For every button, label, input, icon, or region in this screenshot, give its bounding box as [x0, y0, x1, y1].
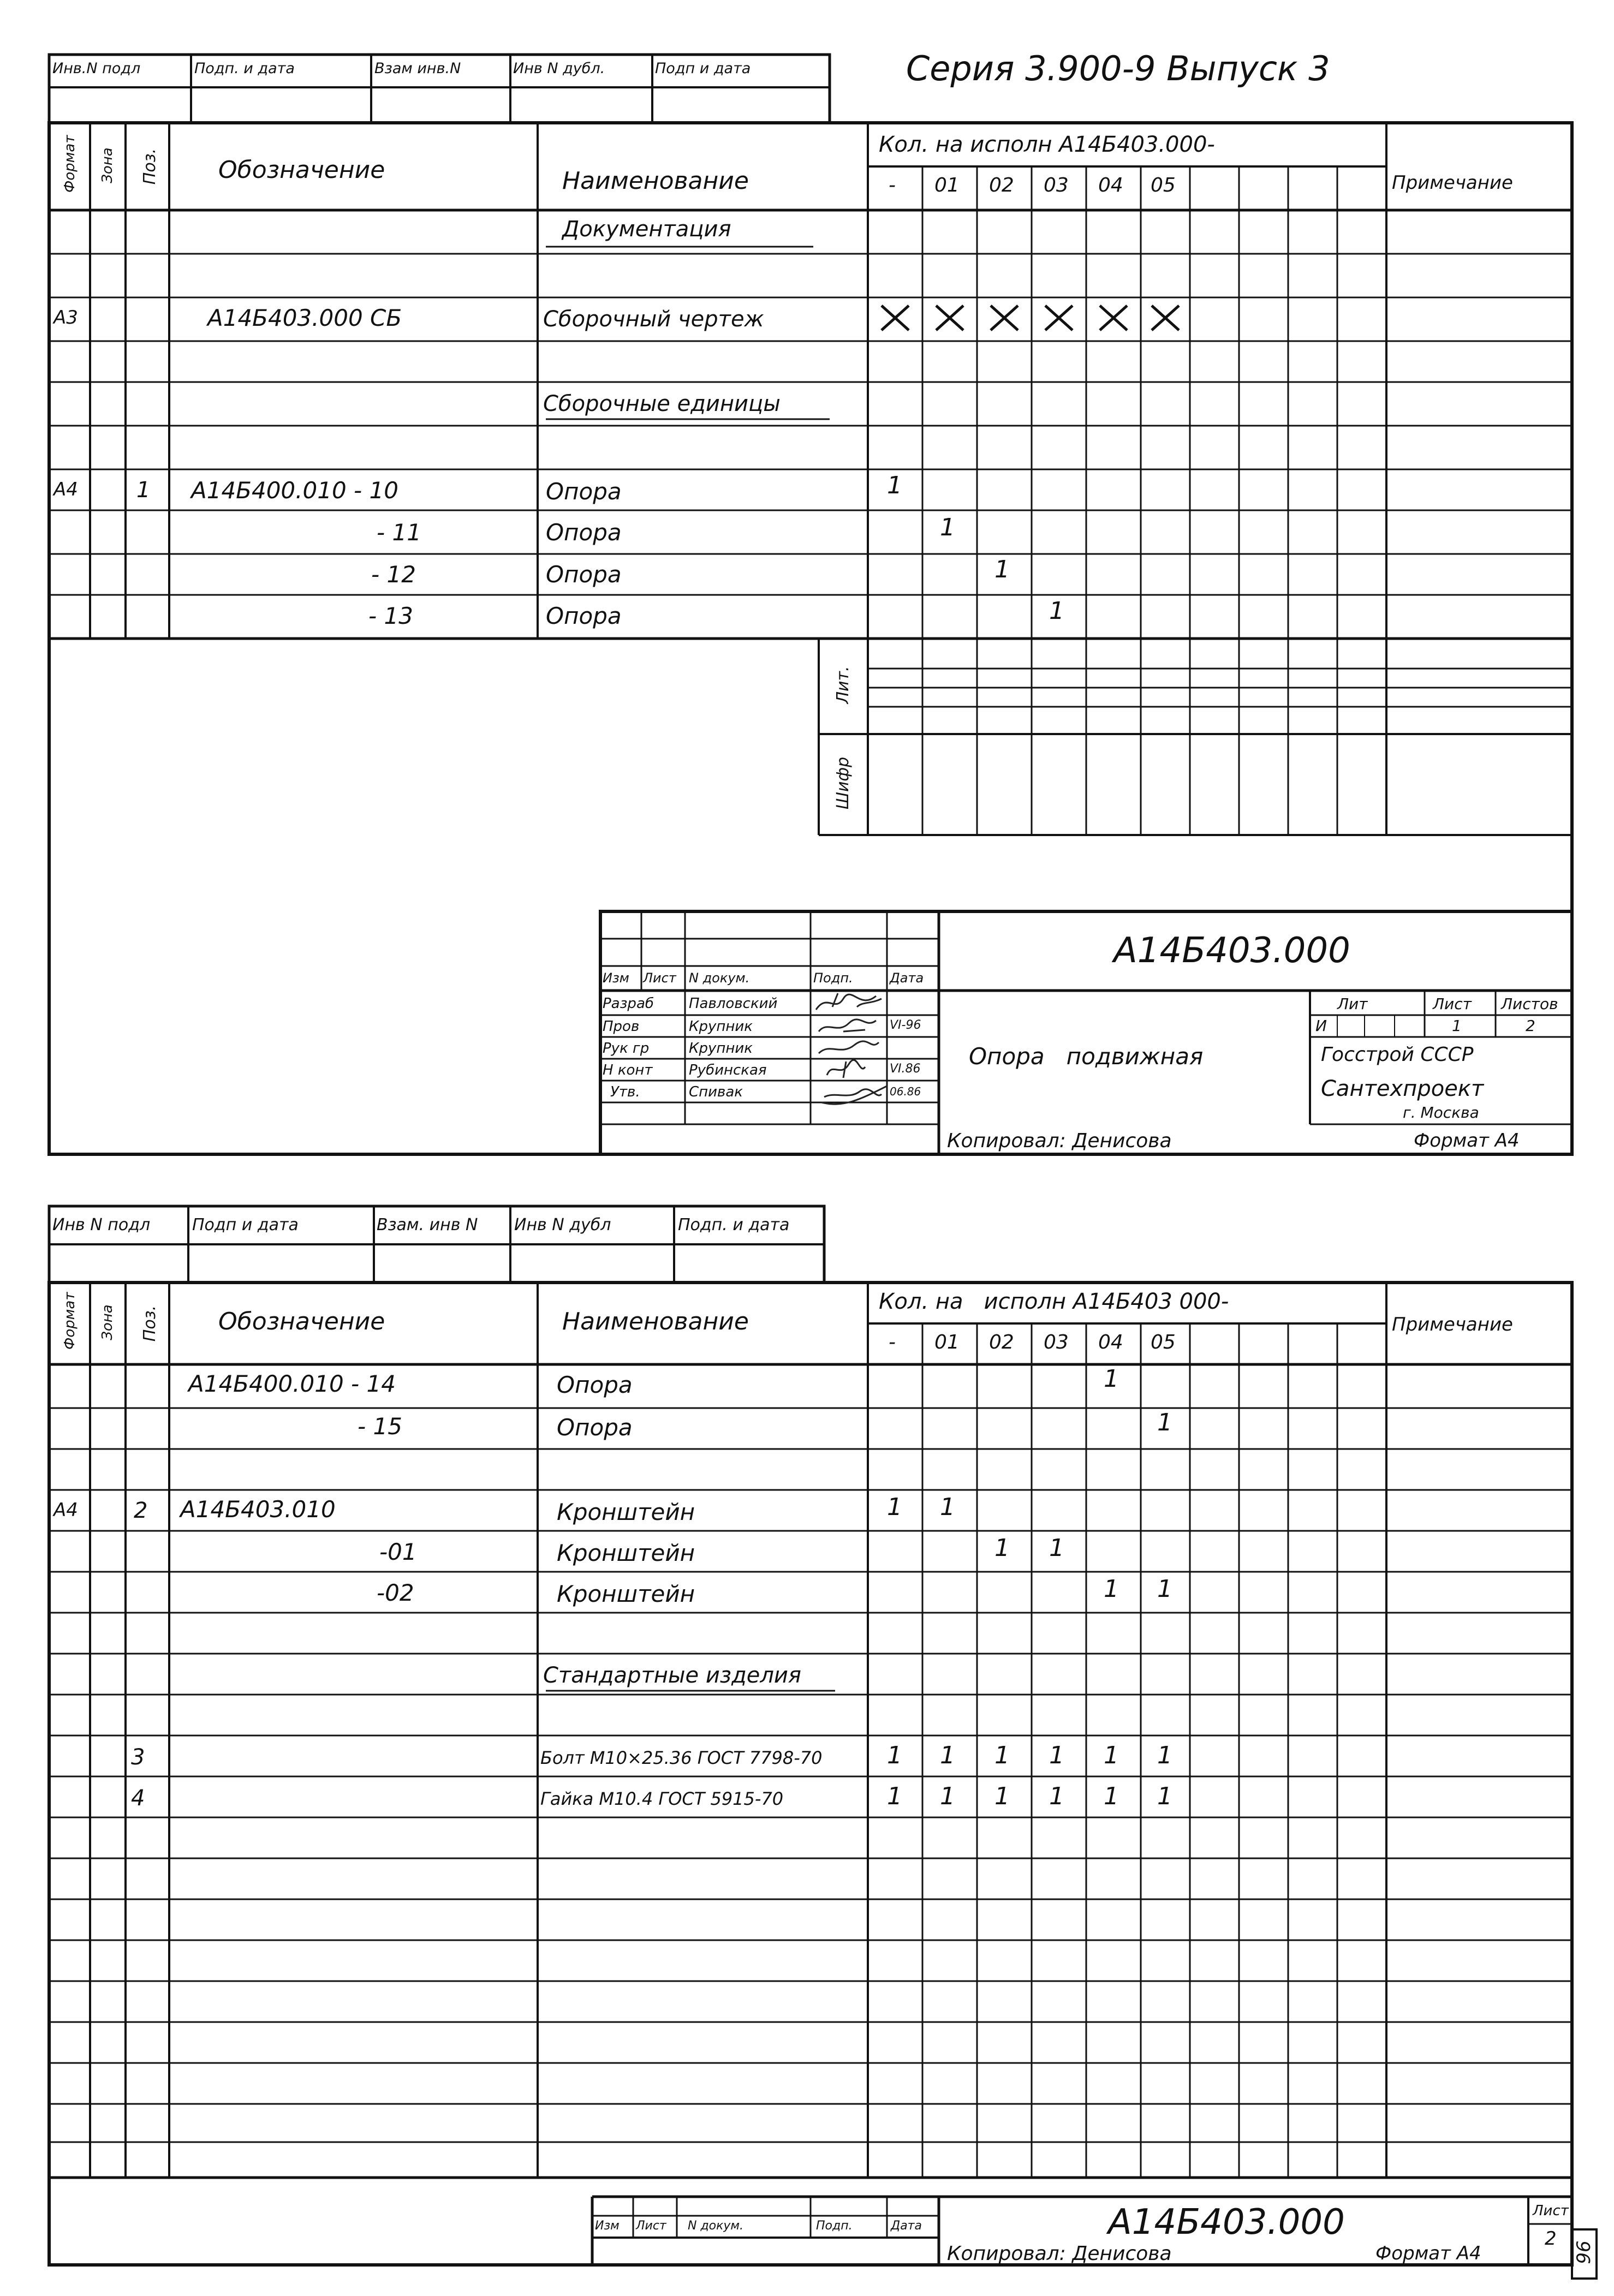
stamp1-sheet-value: 1 — [1452, 1017, 1462, 1035]
sheet1-side-label-dup: Инв N дубл. — [513, 60, 605, 77]
stamp1-name-2: Крупник — [689, 1040, 753, 1057]
sheet1-side-label-sign2: Подп и дата — [655, 60, 751, 77]
stamp1-role-4: Утв. — [610, 1084, 640, 1100]
sheet1-row4-name: Опора — [546, 519, 622, 546]
sheet1-row6-designation: - 13 — [368, 603, 413, 629]
sheet2-row2-qty-b: 1 — [940, 1493, 955, 1521]
sheet2-row1-designation: - 15 — [358, 1413, 402, 1440]
stamp1-org2: Сантехпроект — [1321, 1076, 1484, 1101]
sheet2-variant-5: 05 — [1151, 1331, 1176, 1353]
stamp2-head-list: Лист — [636, 2219, 666, 2233]
sheet2-row3-qty-a: 1 — [994, 1534, 1010, 1562]
sheet2-col-name: Наименование — [562, 1308, 749, 1335]
sheet2-row4-designation: -02 — [377, 1579, 414, 1606]
sheet2-side-label-dup: Инв N дубл — [514, 1215, 611, 1235]
sheet1-variant-1: 01 — [934, 174, 960, 196]
sheet2-row1-qty: 1 — [1157, 1409, 1172, 1436]
sheet1-row5-qty: 1 — [994, 556, 1010, 583]
stamp2-head-sign: Подп. — [816, 2219, 853, 2233]
sheet2-row6-qty-2: 1 — [994, 1742, 1010, 1769]
sheet2-row7-qty-4: 1 — [1104, 1782, 1119, 1810]
sheet2-row7-name: Гайка М10.4 ГОСТ 5915-70 — [540, 1788, 784, 1809]
page-number: 96 — [1573, 2240, 1595, 2264]
sheet1-col-pos: Поз. — [140, 148, 159, 185]
sheet1-row1-name: Сборочный чертеж — [543, 307, 764, 332]
stamp1-head-list: Лист — [643, 970, 676, 986]
stamp1-date-1: VI-96 — [890, 1018, 921, 1032]
sheet2-row2-name: Кронштейн — [557, 1499, 695, 1525]
stamp2-doc-number: А14Б403.000 — [1108, 2202, 1345, 2243]
sheet1-col-zone: Зона — [99, 147, 116, 183]
sheet2-row4-qty-b: 1 — [1157, 1575, 1172, 1603]
sheet1-col-qty-header: Кол. на исполн А14Б403.000- — [879, 132, 1215, 157]
stamp1-sheet-label: Лист — [1433, 995, 1472, 1013]
sheet1-row3-designation: А14Б400.010 - 10 — [191, 477, 398, 504]
stamp2-sheet-value: 2 — [1545, 2228, 1557, 2250]
stamp1-role-2: Рук гр — [603, 1040, 650, 1057]
sheet2-variant-4: 04 — [1098, 1331, 1123, 1353]
sheet1-variant-4: 04 — [1098, 174, 1123, 196]
sheet2-row6-qty-4: 1 — [1104, 1742, 1119, 1769]
stamp1-signatures — [811, 991, 887, 1127]
stamp1-org3: г. Москва — [1403, 1104, 1479, 1122]
sheet2-variant-3: 03 — [1044, 1331, 1069, 1353]
sheet1-variant-2: 02 — [989, 174, 1014, 196]
sheet2-row6-pos: 3 — [131, 1745, 145, 1770]
sheet1-side-label-repl: Взам инв.N — [374, 60, 461, 77]
sheet2-col-format: Формат — [62, 1292, 78, 1350]
sheet2-row7-pos: 4 — [131, 1786, 145, 1811]
sheet2-row3-qty-b: 1 — [1049, 1534, 1064, 1562]
stamp1-head-izm: Изм — [603, 970, 629, 986]
stamp1-role-3: Н конт — [603, 1062, 653, 1078]
sheet2-row7-qty-1: 1 — [940, 1782, 955, 1810]
stamp1-date-4: 06.86 — [890, 1085, 921, 1098]
sheet2-row1-name: Опора — [557, 1414, 633, 1441]
stamp1-org1: Госстрой СССР — [1321, 1043, 1474, 1066]
sheet2-row6-qty-0: 1 — [887, 1742, 902, 1769]
sheet1-side-cipher: Шифр — [833, 756, 853, 810]
sheet2-side-label-sign: Подп и дата — [192, 1215, 299, 1235]
sheet1-col-designation: Обозначение — [218, 156, 385, 184]
sheet1-variant-5: 05 — [1151, 174, 1176, 196]
sheet2-col-designation: Обозначение — [218, 1308, 385, 1335]
sheet1-side-lit: Лит. — [833, 666, 853, 704]
sheet1-col-format: Формат — [62, 135, 78, 193]
sheet2-row6-qty-3: 1 — [1049, 1742, 1064, 1769]
sheet1-variant-3: 03 — [1044, 174, 1069, 196]
sheet2-variant-2: 02 — [989, 1331, 1014, 1353]
sheet1-col-note: Примечание — [1392, 172, 1513, 194]
stamp1-title: Опора подвижная — [969, 1043, 1204, 1070]
sheet2-col-note: Примечание — [1392, 1314, 1513, 1335]
sheet2-row6-name: Болт М10×25.36 ГОСТ 7798-70 — [540, 1748, 823, 1768]
assembly-drawing-marks — [882, 306, 1179, 330]
sheet2-row4-qty-a: 1 — [1104, 1575, 1119, 1603]
sheet2-row2-qty-a: 1 — [887, 1493, 902, 1521]
sheet1-row5-designation: - 12 — [371, 561, 416, 588]
sheet2-format: Формат А4 — [1375, 2243, 1481, 2264]
sheet1-format: Формат А4 — [1414, 1130, 1520, 1152]
series-title: Серия 3.900-9 Выпуск 3 — [906, 49, 1330, 88]
sheet2-side-label-repl: Взам. инв N — [377, 1215, 478, 1235]
sheet2-row0-qty: 1 — [1104, 1365, 1119, 1393]
sheet2-variant-1: 01 — [934, 1331, 960, 1353]
sheet2-side-label-inv: Инв N подл — [52, 1215, 151, 1235]
sheet2-row2-pos: 2 — [134, 1498, 148, 1523]
stamp1-head-sign: Подп. — [813, 970, 853, 986]
stamp1-lit-value: И — [1315, 1017, 1327, 1035]
sheet2-copied-by: Копировал: Денисова — [947, 2243, 1172, 2265]
sheet1-side-label-sign: Подп. и дата — [194, 60, 295, 77]
stamp2-head-doc: N докум. — [688, 2219, 744, 2233]
stamp1-head-doc: N докум. — [689, 970, 750, 986]
sheet2-row0-designation: А14Б400.010 - 14 — [188, 1370, 396, 1397]
sheet1-row6-qty: 1 — [1049, 597, 1064, 625]
sheet2-row2-format: А4 — [53, 1499, 78, 1521]
sheet2-row0-name: Опора — [557, 1371, 633, 1398]
stamp1-date-3: VI.86 — [890, 1062, 921, 1076]
stamp1-name-4: Спивак — [689, 1084, 743, 1100]
stamp1-lit-label: Лит — [1337, 995, 1368, 1013]
stamp1-role-0: Разраб — [603, 995, 654, 1012]
sheet2-row6-qty-5: 1 — [1157, 1742, 1172, 1769]
sheet1-row4-designation: - 11 — [377, 519, 421, 546]
sheet1-side-label-inv: Инв.N подл — [52, 60, 141, 77]
sheet1-row1-designation: А14Б403.000 СБ — [207, 305, 402, 331]
sheet2-side-label-sign2: Подп. и дата — [678, 1215, 790, 1235]
sheet2-variant-0: - — [889, 1331, 896, 1353]
sheet2-row4-name: Кронштейн — [557, 1581, 695, 1607]
sheet2-row7-qty-0: 1 — [887, 1782, 902, 1810]
sheet1-row5-name: Опора — [546, 561, 622, 588]
sheet2-col-qty-header: Кол. на исполн А14Б403 000- — [879, 1289, 1229, 1314]
stamp2-sheet-label: Лист — [1533, 2203, 1569, 2219]
sheet2-col-zone: Зона — [99, 1304, 116, 1340]
sheet2-col-pos: Поз. — [140, 1305, 159, 1342]
stamp2-head-izm: Изм — [595, 2219, 620, 2233]
sheet1-section-documentation: Документация — [562, 217, 731, 242]
sheet2-row6-qty-1: 1 — [940, 1742, 955, 1769]
sheet2-row3-name: Кронштейн — [557, 1540, 695, 1566]
sheet2-row7-qty-2: 1 — [994, 1782, 1010, 1810]
sheet2-row3-designation: -01 — [379, 1538, 417, 1565]
sheet1-row1-format: А3 — [53, 307, 78, 329]
sheet2-row7-qty-3: 1 — [1049, 1782, 1064, 1810]
stamp1-name-1: Крупник — [689, 1018, 753, 1035]
sheet1-section-assembly-units: Сборочные единицы — [543, 391, 781, 416]
sheet1-row6-name: Опора — [546, 603, 622, 629]
sheet1-row3-name: Опора — [546, 478, 622, 505]
sheet1-variant-0: - — [889, 174, 896, 196]
sheet1-col-name: Наименование — [562, 167, 749, 195]
sheet1-row3-format: А4 — [53, 479, 78, 500]
sheet1-row4-qty: 1 — [940, 514, 955, 541]
stamp2-head-date: Дата — [891, 2219, 922, 2233]
stamp1-name-3: Рубинская — [689, 1062, 767, 1078]
stamp1-name-0: Павловский — [689, 995, 778, 1012]
sheet2-row7-qty-5: 1 — [1157, 1782, 1172, 1810]
stamp1-sheets-label: Листов — [1501, 995, 1558, 1013]
sheet2-row2-designation: А14Б403.010 — [180, 1496, 336, 1523]
stamp1-doc-number: А14Б403.000 — [1113, 931, 1350, 971]
sheet1-row3-pos: 1 — [136, 478, 151, 503]
stamp1-role-1: Пров — [603, 1018, 640, 1035]
sheet1-row3-qty: 1 — [887, 472, 902, 499]
sheet1-copied-by: Копировал: Денисова — [947, 1130, 1172, 1152]
stamp1-head-date: Дата — [890, 970, 924, 986]
sheet2-section-standard-items: Стандартные изделия — [543, 1663, 801, 1688]
stamp1-sheets-value: 2 — [1526, 1017, 1535, 1035]
